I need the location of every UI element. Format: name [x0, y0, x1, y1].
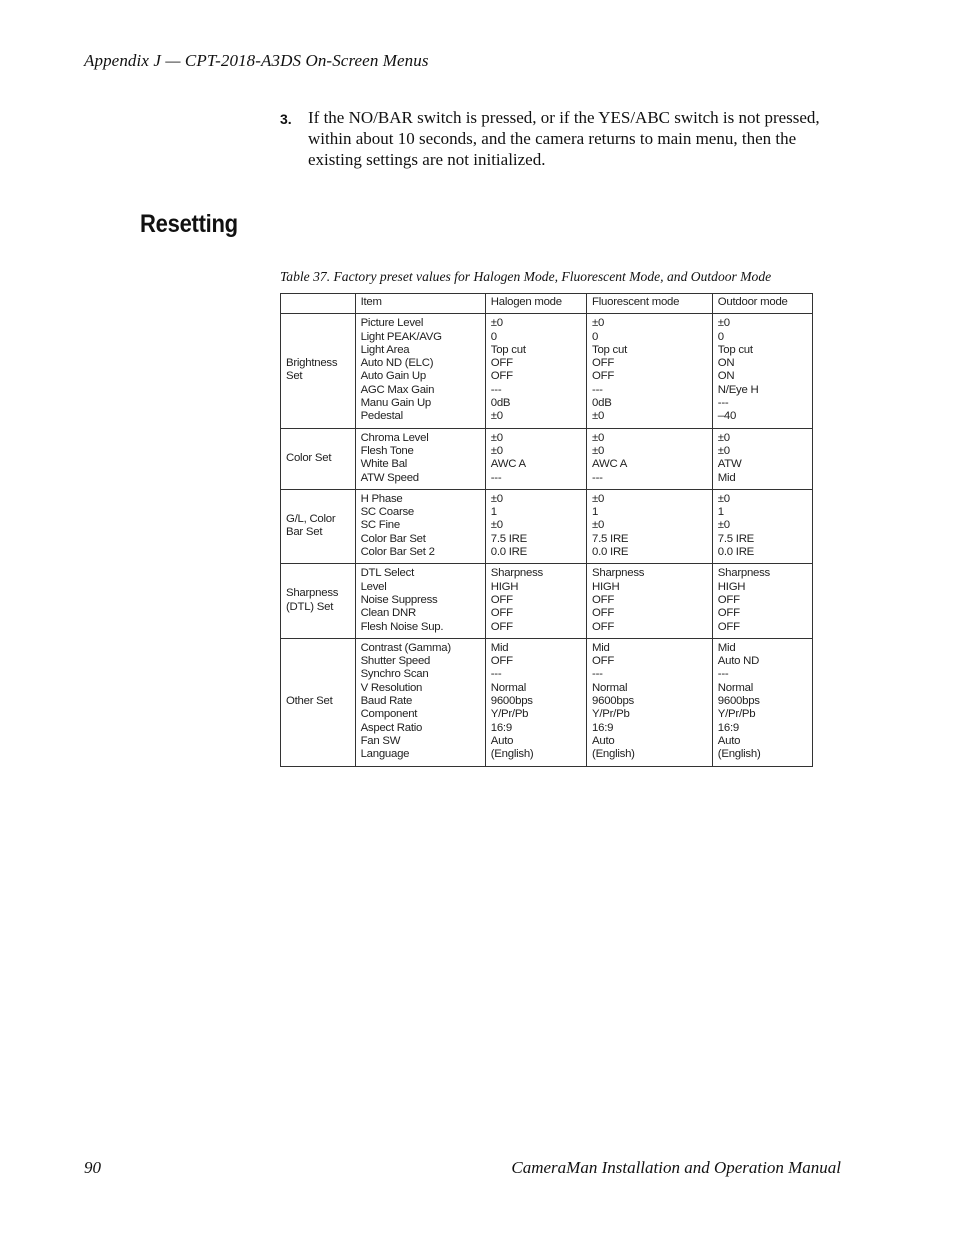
item-value: Noise Suppress: [360, 593, 438, 606]
item-value: V Resolution: [360, 681, 423, 694]
outdoor-value: Auto: [717, 734, 741, 747]
outdoor-value: OFF: [717, 593, 740, 606]
table-header-row: [281, 294, 813, 314]
item-value: ATW Speed: [360, 471, 419, 484]
item-value: Auto Gain Up: [360, 370, 426, 383]
item-value: Light PEAK/AVG: [360, 330, 442, 343]
header-halogen: Halogen mode: [485, 294, 586, 314]
outdoor-value: ±0: [717, 317, 730, 330]
item-value: Pedestal: [360, 410, 403, 423]
fluorescent-value: ±0: [592, 410, 605, 423]
table-caption: Table 37. Factory preset values for Halogen Mode, Fluorescent Mode, and Outdoor Mode: [280, 269, 772, 284]
halogen-value: ---: [490, 668, 502, 681]
outdoor-value: (English): [717, 748, 761, 761]
item-value: Synchro Scan: [360, 668, 429, 681]
outdoor-cell: [712, 314, 812, 428]
outdoor-value: ±0: [717, 519, 730, 532]
fluorescent-cell: [587, 489, 713, 563]
item-value: Flesh Tone: [360, 444, 414, 457]
halogen-value: ±0: [490, 431, 503, 444]
outdoor-value: Auto ND: [717, 655, 760, 668]
outdoor-value: Mid: [717, 471, 736, 484]
halogen-value: ---: [490, 383, 502, 396]
item-cell: [355, 428, 485, 489]
fluorescent-value: 9600bps: [592, 695, 634, 708]
fluorescent-value: 7.5 IRE: [592, 532, 629, 545]
item-value: Light Area: [360, 343, 410, 356]
fluorescent-value: ---: [592, 383, 603, 396]
item-value: Level: [360, 580, 387, 593]
page-number: 90: [84, 1158, 101, 1177]
outdoor-value: HIGH: [717, 580, 746, 593]
fluorescent-value: HIGH: [592, 580, 620, 593]
outdoor-value: 1: [717, 506, 724, 519]
outdoor-value: 9600bps: [717, 695, 760, 708]
fluorescent-cell: [587, 314, 713, 428]
item-value: Chroma Level: [360, 431, 429, 444]
outdoor-value: –40: [717, 410, 737, 423]
fluorescent-value: OFF: [592, 607, 615, 620]
fluorescent-value: Normal: [592, 681, 628, 694]
item-value: Shutter Speed: [360, 655, 431, 668]
halogen-value: Auto: [490, 734, 514, 747]
halogen-cell: [485, 489, 586, 563]
halogen-value: 16:9: [490, 721, 512, 734]
outdoor-value: ±0: [717, 444, 730, 457]
outdoor-value: 16:9: [717, 721, 739, 734]
fluorescent-cell: [587, 638, 713, 766]
outdoor-value: ON: [717, 370, 735, 383]
item-value: H Phase: [360, 492, 403, 505]
halogen-cell: [485, 314, 586, 428]
outdoor-value: 0.0 IRE: [717, 546, 755, 559]
outdoor-value: ---: [717, 397, 729, 410]
halogen-value: OFF: [490, 607, 513, 620]
outdoor-cell: [712, 564, 812, 638]
fluorescent-value: OFF: [592, 620, 615, 633]
fluorescent-value: 0dB: [592, 397, 612, 410]
item-cell: [355, 314, 485, 428]
running-header: Appendix J — CPT-2018-A3DS On-Screen Menus: [84, 51, 429, 70]
halogen-value: OFF: [490, 370, 513, 383]
halogen-value: Mid: [490, 641, 509, 654]
outdoor-value: 0: [717, 330, 724, 343]
fluorescent-value: Top cut: [592, 343, 628, 356]
item-value: Component: [360, 708, 418, 721]
halogen-value: 7.5 IRE: [490, 532, 528, 545]
fluorescent-value: 1: [592, 506, 599, 519]
fluorescent-value: AWC A: [592, 458, 628, 471]
halogen-value: Normal: [490, 681, 526, 694]
table-row: [281, 314, 813, 428]
group-name-cell: Brightness Set: [281, 314, 356, 428]
outdoor-cell: [712, 638, 812, 766]
item-value: Language: [360, 748, 410, 761]
halogen-value: HIGH: [490, 580, 519, 593]
outdoor-value: Sharpness: [717, 567, 771, 580]
fluorescent-value: Y/Pr/Pb: [592, 708, 630, 721]
header-group: [281, 294, 356, 314]
item-value: Aspect Ratio: [360, 721, 423, 734]
item-value: AGC Max Gain: [360, 383, 435, 396]
fluorescent-value: ±0: [592, 444, 605, 457]
item-value: White Bal: [360, 458, 408, 471]
outdoor-value: ATW: [717, 458, 742, 471]
manual-title: CameraMan Installation and Operation Manual: [511, 1158, 841, 1177]
outdoor-value: 7.5 IRE: [717, 532, 755, 545]
fluorescent-value: (English): [592, 748, 635, 761]
header-fluorescent: Fluorescent mode: [587, 294, 713, 314]
outdoor-value: ±0: [717, 492, 730, 505]
halogen-value: AWC A: [490, 458, 526, 471]
halogen-cell: [485, 638, 586, 766]
group-name-cell: G/L, Color Bar Set: [281, 489, 356, 563]
fluorescent-value: OFF: [592, 357, 615, 370]
outdoor-value: N/Eye H: [717, 383, 759, 396]
halogen-value: Sharpness: [490, 567, 543, 580]
halogen-value: ---: [490, 471, 502, 484]
fluorescent-value: ---: [592, 668, 603, 681]
outdoor-value: Y/Pr/Pb: [717, 708, 756, 721]
factory-preset-table: [280, 293, 813, 767]
fluorescent-value: 0.0 IRE: [592, 546, 629, 559]
table-row: [281, 428, 813, 489]
halogen-value: 0.0 IRE: [490, 546, 528, 559]
halogen-value: Y/Pr/Pb: [490, 708, 529, 721]
outdoor-value: Normal: [717, 681, 754, 694]
halogen-value: ±0: [490, 444, 503, 457]
fluorescent-value: ±0: [592, 317, 605, 330]
outdoor-value: ON: [717, 357, 735, 370]
step-number: 3.: [280, 111, 292, 127]
outdoor-value: OFF: [717, 607, 740, 620]
header-outdoor: Outdoor mode: [712, 294, 812, 314]
halogen-value: ±0: [490, 317, 503, 330]
group-name-cell: Sharpness (DTL) Set: [281, 564, 356, 638]
fluorescent-value: 0: [592, 330, 599, 343]
outdoor-cell: [712, 428, 812, 489]
item-value: Picture Level: [360, 317, 424, 330]
item-value: Contrast (Gamma): [360, 641, 451, 654]
halogen-value: ±0: [490, 519, 503, 532]
halogen-value: (English): [490, 748, 534, 761]
item-value: Manu Gain Up: [360, 397, 432, 410]
halogen-value: OFF: [490, 357, 513, 370]
item-value: Clean DNR: [360, 607, 416, 620]
outdoor-value: Top cut: [717, 343, 753, 356]
fluorescent-value: ±0: [592, 492, 605, 505]
fluorescent-value: ±0: [592, 431, 605, 444]
table-body: [281, 314, 813, 766]
fluorescent-value: OFF: [592, 655, 615, 668]
table-row: [281, 564, 813, 638]
fluorescent-value: Auto: [592, 734, 615, 747]
group-name-cell: Color Set: [281, 428, 356, 489]
step-text: If the NO/BAR switch is pressed, or if the YES/ABC switch is not pressed, within about 10 seconds, and the camera returns to main menu, then the existing settings are not initialized.: [308, 108, 820, 169]
halogen-value: ±0: [490, 410, 503, 423]
item-value: DTL Select: [360, 567, 414, 580]
fluorescent-value: ---: [592, 471, 603, 484]
item-value: Color Bar Set 2: [360, 546, 435, 559]
item-cell: [355, 564, 485, 638]
header-item: Item: [355, 294, 485, 314]
item-cell: [355, 638, 485, 766]
halogen-value: OFF: [490, 620, 513, 633]
table-row: [281, 489, 813, 563]
item-value: Flesh Noise Sup.: [360, 620, 444, 633]
item-value: SC Coarse: [360, 506, 415, 519]
halogen-cell: [485, 428, 586, 489]
item-value: Fan SW: [360, 734, 401, 747]
halogen-value: ±0: [490, 492, 503, 505]
outdoor-cell: [712, 489, 812, 563]
table-row: [281, 638, 813, 766]
halogen-value: OFF: [490, 593, 513, 606]
fluorescent-value: Sharpness: [592, 567, 645, 580]
halogen-cell: [485, 564, 586, 638]
item-value: Auto ND (ELC): [360, 357, 434, 370]
item-cell: [355, 489, 485, 563]
item-value: Color Bar Set: [360, 532, 426, 545]
section-title: Resetting: [140, 210, 238, 238]
fluorescent-value: Mid: [592, 641, 610, 654]
halogen-value: 0dB: [490, 397, 511, 410]
halogen-value: Top cut: [490, 343, 526, 356]
fluorescent-value: OFF: [592, 370, 615, 383]
item-value: SC Fine: [360, 519, 400, 532]
fluorescent-value: 16:9: [592, 721, 614, 734]
halogen-value: 9600bps: [490, 695, 533, 708]
outdoor-value: Mid: [717, 641, 736, 654]
fluorescent-cell: [587, 564, 713, 638]
group-name-cell: Other Set: [281, 638, 356, 766]
item-value: Baud Rate: [360, 695, 413, 708]
halogen-value: 0: [490, 330, 497, 343]
halogen-value: OFF: [490, 655, 513, 668]
halogen-value: 1: [490, 506, 497, 519]
outdoor-value: ---: [717, 668, 729, 681]
fluorescent-value: OFF: [592, 593, 615, 606]
instruction-step: [280, 107, 820, 170]
outdoor-value: ±0: [717, 431, 730, 444]
outdoor-value: OFF: [717, 620, 740, 633]
fluorescent-value: ±0: [592, 519, 605, 532]
fluorescent-cell: [587, 428, 713, 489]
